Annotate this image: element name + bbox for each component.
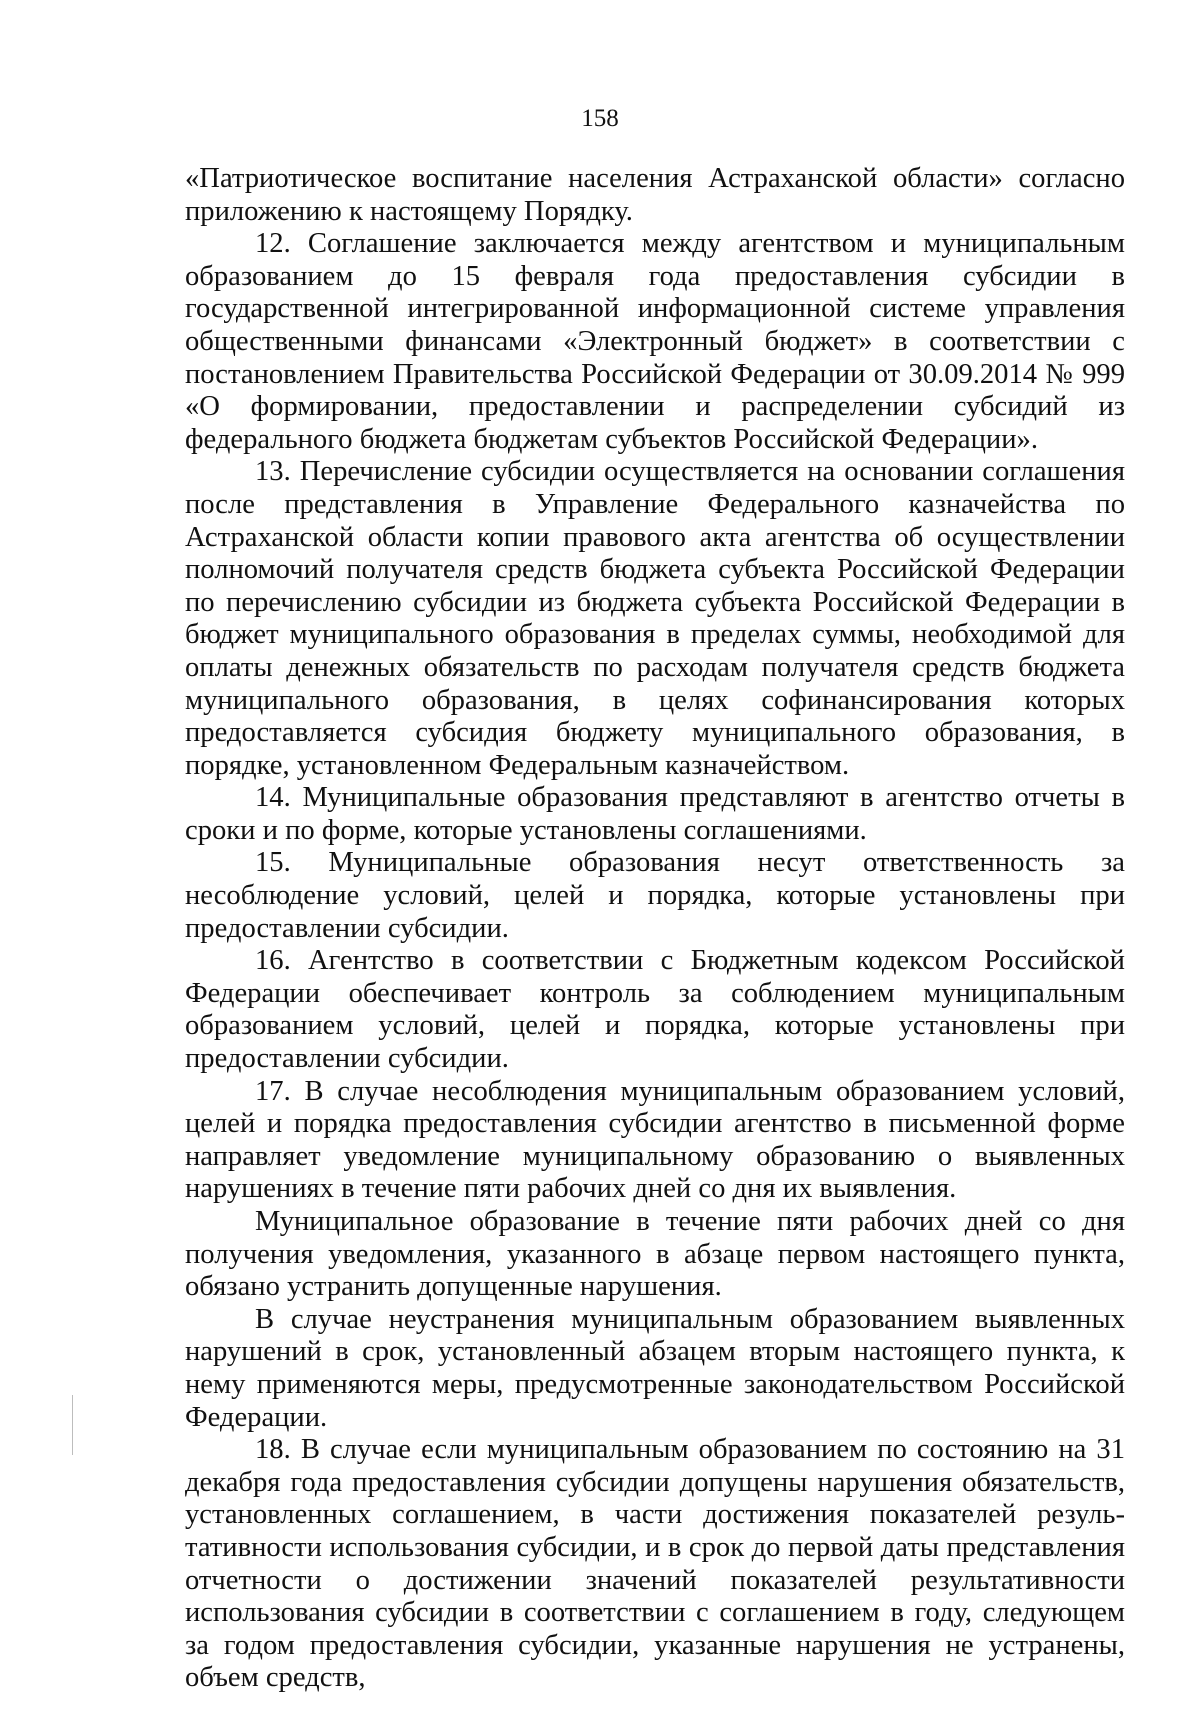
page-number: 158 — [581, 105, 619, 132]
paragraph-item-12: 12. Соглашение заключается между агентством и муниципальным образованием до 15 февраля года предоставления субсидии в государственной интегрированной информационной системе управления общественными финансами «Электронный бюджет» в соответствии с постановлением Правительства Российской Федерации от 30.09.2014 № 999 «О формировании, предоставлении и распределении субсидий из федерального бюджета бюджетам субъектов Российской Федерации». — [185, 228, 1125, 455]
document-body — [185, 163, 1125, 1695]
scan-edge-mark — [72, 1395, 73, 1455]
paragraph-continuation: «Патриотическое воспитание населения Астраханской области» согласно приложению к настоящему Порядку. — [185, 163, 1125, 227]
paragraph-item-18: 18. В случае если муниципальным образованием по состоянию на 31 декабря года предоставления субсидии допущены нарушения обязательств, установленных соглашением, в части достижения показателей результативности использования субсидии, и в срок до первой даты представления отчетности о достижении значений показателей результативности использования субсидии в соответствии с соглашением в году, следующем за годом предоставления субсидии, указанные нарушения не устранены, объем средств, — [185, 1434, 1125, 1694]
paragraph-item-17: 17. В случае несоблюдения муниципальным образованием условий, целей и порядка предоставления субсидии агентство в письменной форме направляет уведомление муниципальному образованию о выявленных нарушениях в течение пяти рабочих дней со дня их выявления. — [185, 1075, 1125, 1205]
paragraph-item-16: 16. Агентство в соответствии с Бюджетным кодексом Российской Федерации обеспечивает контроль за соблюдением муниципальным образованием условий, целей и порядка, которые установлены при предоставлении субсидии. — [185, 945, 1125, 1075]
paragraph-item-17-part-2: Муниципальное образование в течение пяти рабочих дней со дня получения уведомления, указанного в абзаце первом настоящего пункта, обязано устранить допущенные нарушения. — [185, 1206, 1125, 1303]
paragraph-item-14: 14. Муниципальные образования представляют в агентство отчеты в сроки и по форме, которые установлены соглашениями. — [185, 782, 1125, 846]
paragraph-item-15: 15. Муниципальные образования несут ответственность за несоблюдение условий, целей и порядка, которые установлены при предоставлении субсидии. — [185, 847, 1125, 944]
paragraph-item-17-part-3: В случае неустранения муниципальным образованием выявленных нарушений в срок, установленный абзацем вторым настоящего пункта, к нему применяются меры, предусмотренные законодательством Российской Федерации. — [185, 1303, 1125, 1433]
paragraph-item-13: 13. Перечисление субсидии осуществляется на основании соглашения после представления в Управление Федерального казначейства по Астраханской области копии правового акта агентства об осуществлении полномочий получателя средств бюджета субъекта Российской Федерации по перечислению субсидии из бюджета субъекта Российской Федерации в бюджет муниципального образования в пределах суммы, необходимой для оплаты денежных обязательств по расходам получателя средств бюджета муниципального образования, в целях софинансирования которых предоставляется субсидия бюджету муниципального образования, в порядке, установленном Федеральным казначейством. — [185, 456, 1125, 781]
